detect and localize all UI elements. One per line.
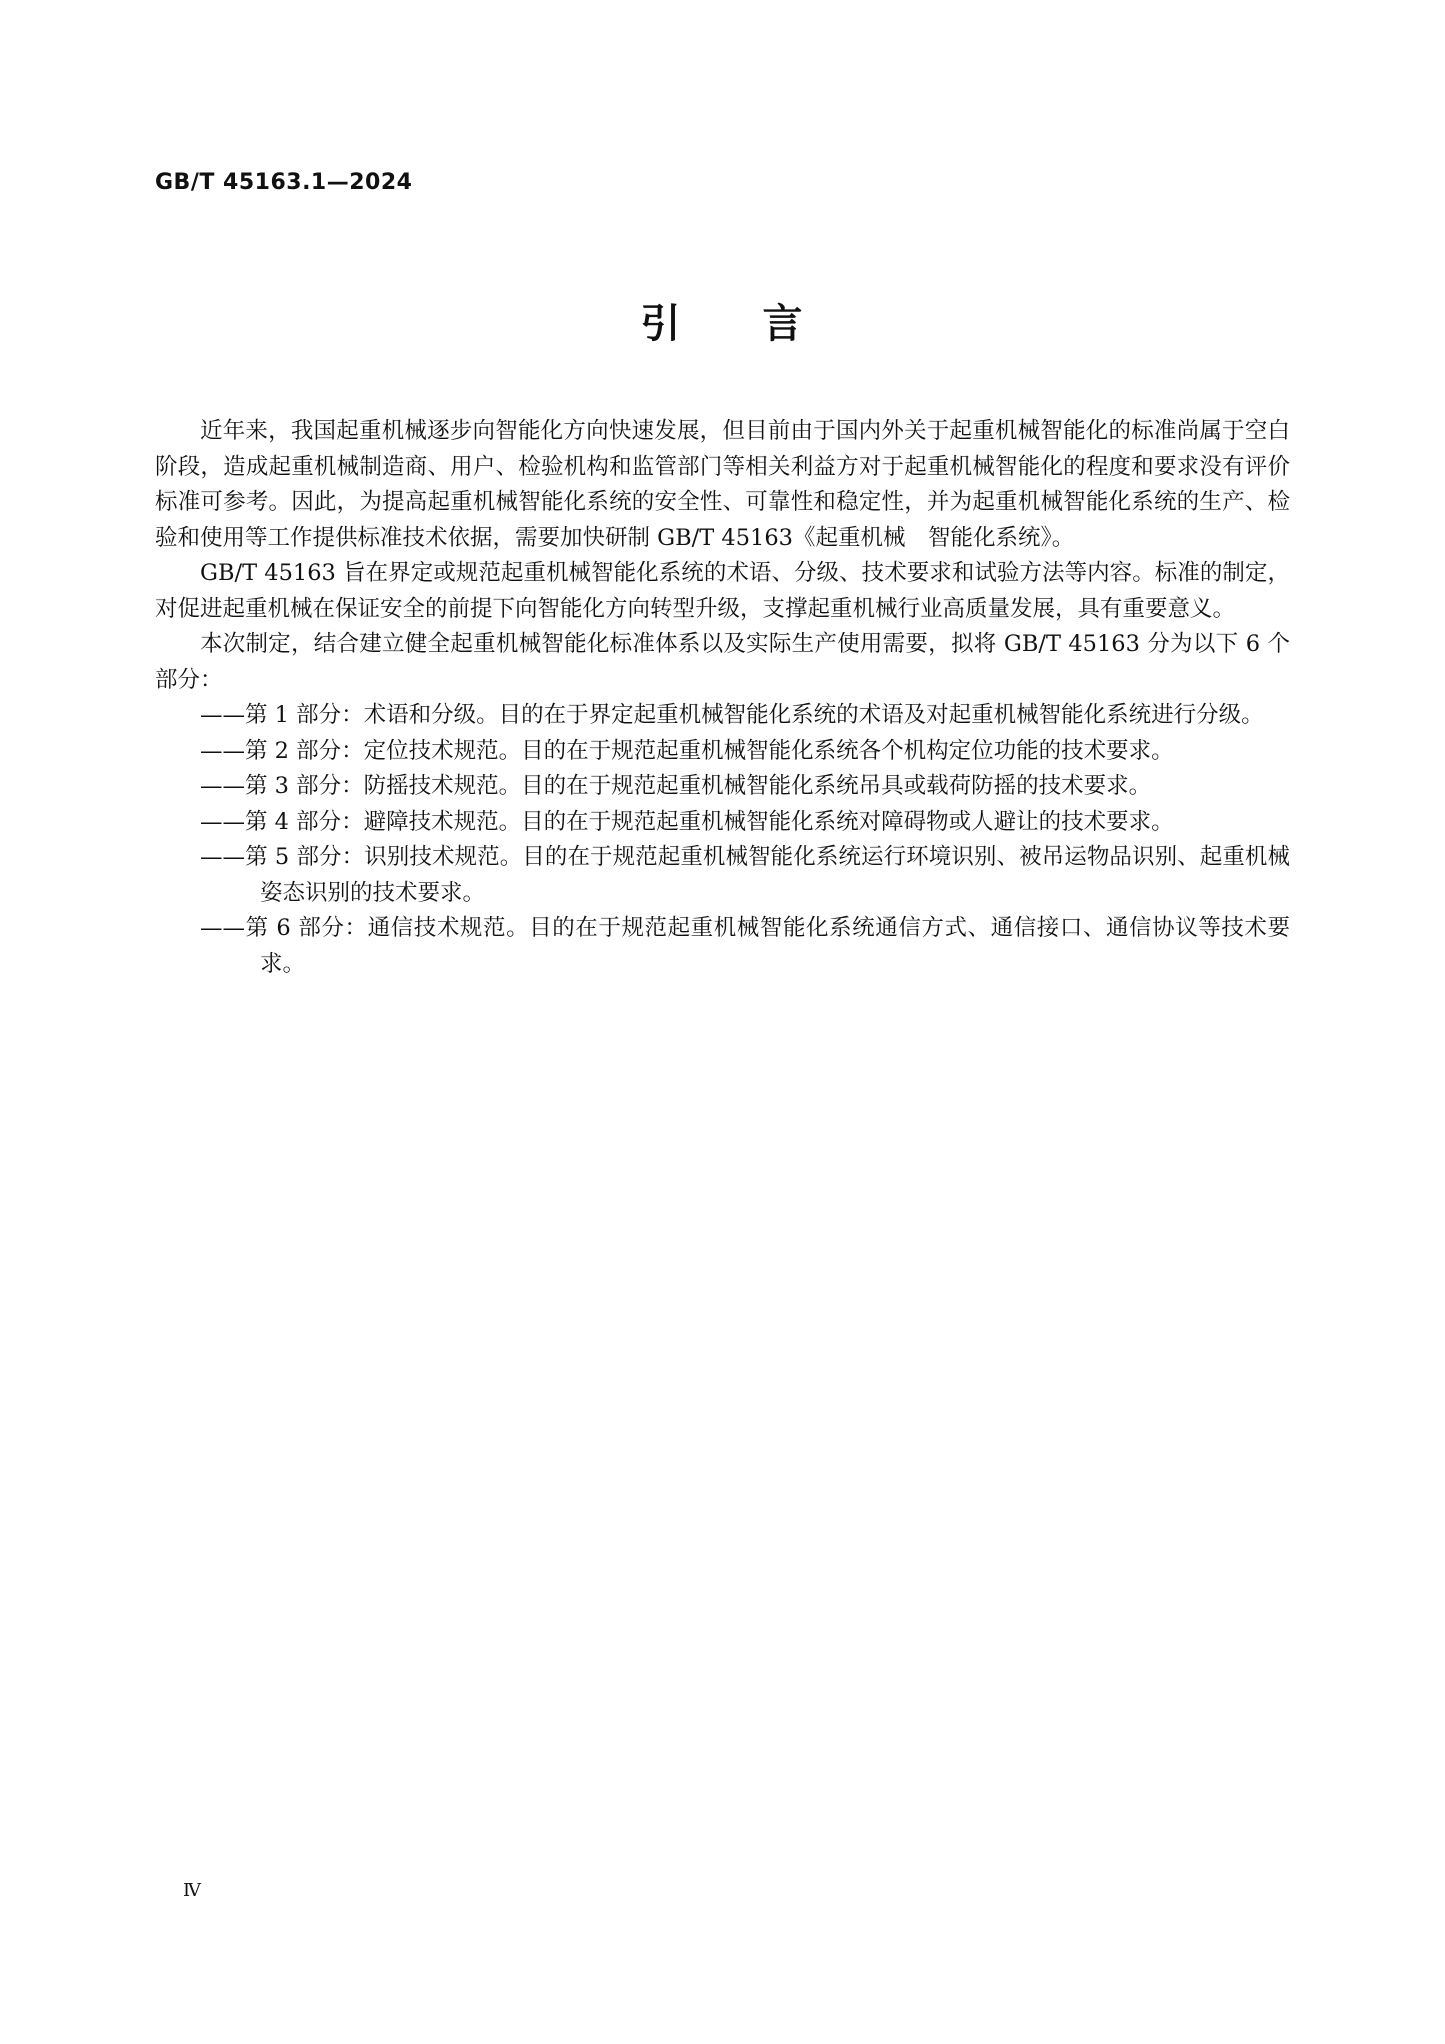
page-number: Ⅳ	[183, 1880, 201, 1901]
list-item-part-3: ——第 3 部分：防摇技术规范。目的在于规范起重机械智能化系统吊具或载荷防摇的技术要求。	[200, 773, 1152, 799]
paragraph-background: 近年来，我国起重机械逐步向智能化方向快速发展，但目前由于国内外关于起重机械智能化的标准尚属于空白阶段，造成起重机械制造商、用户、检验机构和监管部门等相关利益方对于起重机械智能化的程度和要求没有评价标准可参考。因此，为提高起重机械智能化系统的安全性、可靠性和稳定性，并为起重机械智能化系统的生产、检验和使用等工作提供标准技术依据，需要加快研制 GB/T 45163《起重机械 智能化系统》。	[155, 418, 1290, 551]
list-item-part-4: ——第 4 部分：避障技术规范。目的在于规范起重机械智能化系统对障碍物或人避让的技术要求。	[200, 808, 1174, 835]
paragraph-purpose: GB/T 45163 旨在界定或规范起重机械智能化系统的术语、分级、技术要求和试验方法等内容。标准的制定，对促进起重机械在保证安全的前提下向智能化方向转型升级，支撑起重机械行业高质量发展，具有重要意义。	[155, 560, 1290, 622]
list-item-part-5: ——第 5 部分：识别技术规范。目的在于规范起重机械智能化系统运行环境识别、被吊运物品识别、起重机械姿态识别的技术要求。	[200, 844, 1290, 906]
list-item-part-6: ——第 6 部分：通信技术规范。目的在于规范起重机械智能化系统通信方式、通信接口、通信协议等技术要求。	[200, 915, 1290, 977]
list-item-part-2: ——第 2 部分：定位技术规范。目的在于规范起重机械智能化系统各个机构定位功能的技术要求。	[200, 737, 1174, 764]
title-char-1: 引	[640, 301, 683, 347]
page-title	[0, 292, 1445, 349]
title-char-2: 言	[762, 301, 805, 347]
list-item-part-1: ——第 1 部分：术语和分级。目的在于界定起重机械智能化系统的术语及对起重机械智能化系统进行分级。	[200, 702, 1264, 728]
parts-list	[155, 698, 1290, 982]
introduction-body	[155, 414, 1290, 982]
standard-number: GB/T 45163.1—2024	[155, 170, 413, 195]
paragraph-structure: 本次制定，结合建立健全起重机械智能化标准体系以及实际生产使用需要，拟将 GB/T 45163 分为以下 6 个部分：	[155, 631, 1290, 693]
